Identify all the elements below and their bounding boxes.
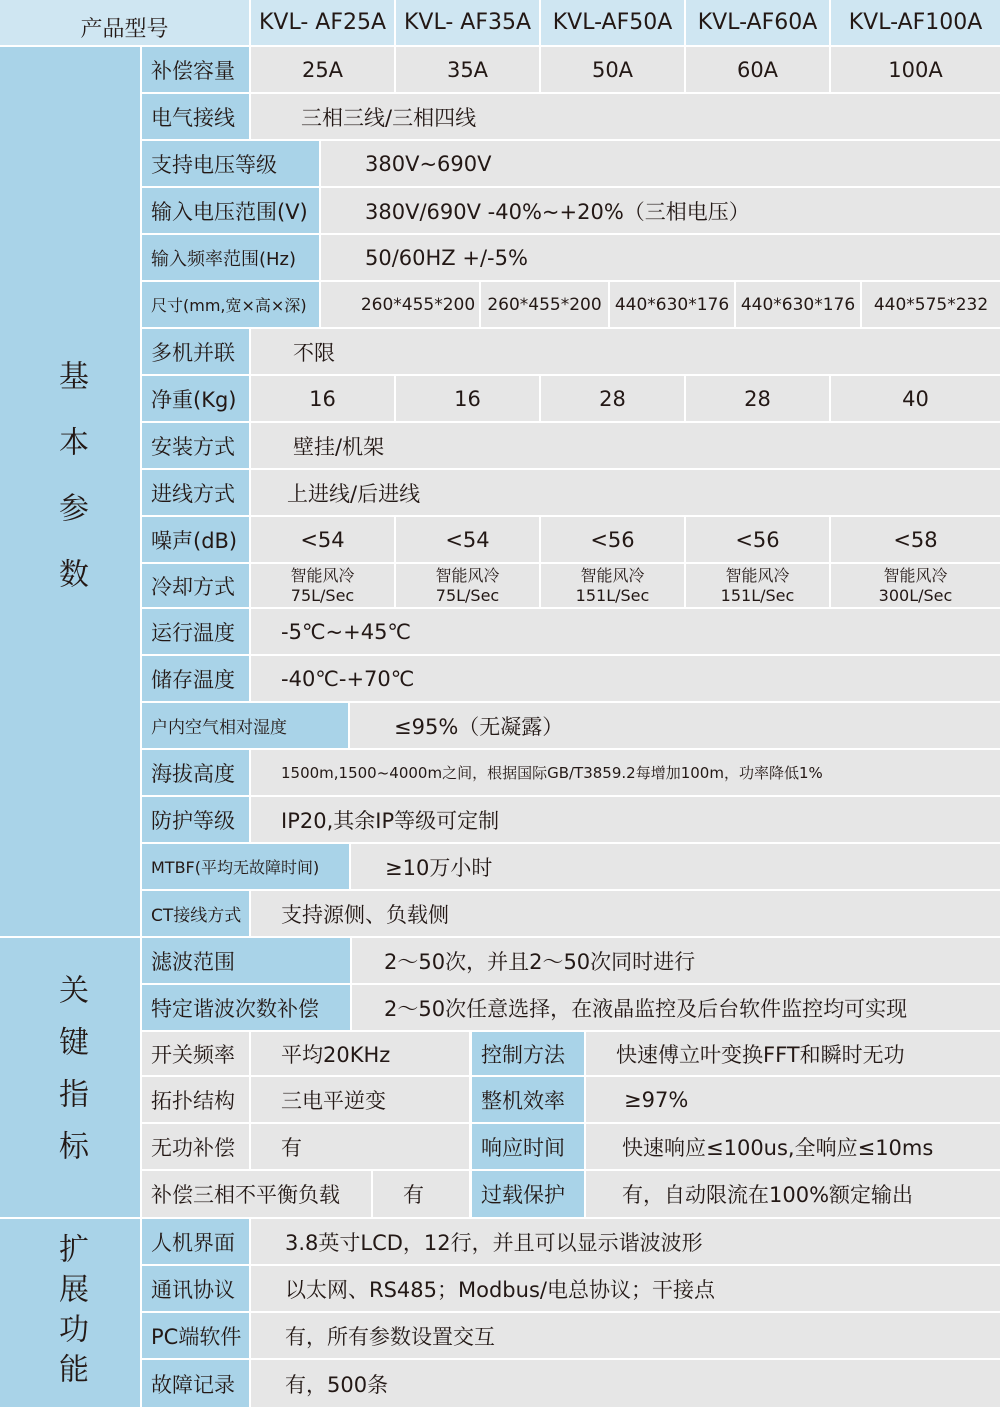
row-label-reactive: 无功补偿 <box>142 1124 249 1169</box>
run-temp-value: -5℃~+45℃ <box>251 609 1000 654</box>
cooling-value <box>251 564 394 607</box>
inlet-value: 上进线/后进线 <box>251 470 1000 515</box>
dimension-value: 260*455*200 <box>481 282 608 327</box>
parallel-value: 不限 <box>251 329 1000 374</box>
protection-value: IP20,其余IP等级可定制 <box>251 797 1000 842</box>
row-label-comm: 通讯协议 <box>142 1266 249 1311</box>
cooling-mode: 智能风冷 <box>883 565 948 585</box>
row-label-parallel: 多机并联 <box>142 329 249 374</box>
row-label-topology: 拓扑结构 <box>142 1077 249 1122</box>
cooling-value <box>541 564 684 607</box>
row-label-dimension: 尺寸(mm,宽×高×深) <box>142 282 319 327</box>
switch-freq-value: 平均20KHz <box>251 1032 469 1075</box>
humidity-value: ≤95%（无凝露） <box>350 703 1000 748</box>
header-product-model: 产品型号 <box>0 0 249 45</box>
category-key-text: 关键指标 <box>53 973 88 1182</box>
header-model: KVL- AF35A <box>396 0 539 45</box>
row-label-weight: 净重(Kg) <box>142 376 249 421</box>
unbalance-value: 有 <box>373 1171 469 1217</box>
weight-value: 28 <box>541 376 684 421</box>
comm-value: 以太网、RS485；Modbus/电总协议；干接点 <box>251 1266 1000 1311</box>
mtbf-value: ≥10万小时 <box>351 844 1000 889</box>
control-value: 快速傅立叶变换FFT和瞬时无功 <box>586 1032 1000 1075</box>
fault-record-value: 有，500条 <box>251 1360 1000 1407</box>
cooling-value <box>831 564 1000 607</box>
capacity-value: 50A <box>541 47 684 92</box>
cooling-flow: 151L/Sec <box>720 585 795 605</box>
weight-value: 16 <box>251 376 394 421</box>
category-basic <box>0 47 140 936</box>
cooling-mode: 智能风冷 <box>290 565 355 585</box>
row-label-specific-harmonic: 特定谐波次数补偿 <box>142 985 350 1030</box>
topology-value: 三电平逆变 <box>251 1077 469 1122</box>
efficiency-value: ≥97% <box>586 1077 1000 1122</box>
dimension-value: 260*455*200 <box>321 282 479 327</box>
reactive-value: 有 <box>251 1124 469 1169</box>
capacity-value: 100A <box>831 47 1000 92</box>
row-label-humidity: 户内空气相对湿度 <box>142 703 348 748</box>
row-label-response: 响应时间 <box>472 1124 584 1169</box>
cooling-flow: 300L/Sec <box>878 585 953 605</box>
response-value: 快速响应≤100us,全响应≤10ms <box>586 1124 1000 1169</box>
filter-range-value: 2～50次，并且2～50次同时进行 <box>352 938 1000 983</box>
row-label-altitude: 海拔高度 <box>142 750 249 795</box>
category-ext <box>0 1219 140 1407</box>
cooling-flow: 151L/Sec <box>575 585 650 605</box>
row-label-run-temp: 运行温度 <box>142 609 249 654</box>
weight-value: 40 <box>831 376 1000 421</box>
overload-value: 有，自动限流在100%额定输出 <box>586 1171 1000 1217</box>
noise-value: <54 <box>396 517 539 562</box>
noise-value: <54 <box>251 517 394 562</box>
dimension-value: 440*630*176 <box>736 282 860 327</box>
install-value: 壁挂/机架 <box>251 423 1000 468</box>
hmi-value: 3.8英寸LCD，12行，并且可以显示谐波波形 <box>251 1219 1000 1264</box>
row-label-ct: CT接线方式 <box>142 891 249 936</box>
pc-software-value: 有，所有参数设置交互 <box>251 1313 1000 1358</box>
specific-harmonic-value: 2～50次任意选择，在液晶监控及后台软件监控均可实现 <box>352 985 1000 1030</box>
noise-value: <56 <box>541 517 684 562</box>
ct-value: 支持源侧、负载侧 <box>251 891 1000 936</box>
altitude-value: 1500m,1500~4000m之间，根据国际GB/T3859.2每增加100m，功率降低1% <box>251 750 1000 795</box>
row-label-hmi: 人机界面 <box>142 1219 249 1264</box>
row-label-overload: 过载保护 <box>472 1171 584 1217</box>
store-temp-value: -40℃-+70℃ <box>251 656 1000 701</box>
wiring-value: 三相三线/三相四线 <box>251 94 1000 139</box>
cooling-value <box>396 564 539 607</box>
capacity-value: 35A <box>396 47 539 92</box>
header-model: KVL-AF100A <box>831 0 1000 45</box>
row-label-protection: 防护等级 <box>142 797 249 842</box>
row-label-cooling: 冷却方式 <box>142 564 249 607</box>
cooling-mode: 智能风冷 <box>725 565 790 585</box>
noise-value: <56 <box>686 517 829 562</box>
row-label-noise: 噪声(dB) <box>142 517 249 562</box>
row-label-wiring: 电气接线 <box>142 94 249 139</box>
row-label-fault-record: 故障记录 <box>142 1360 249 1407</box>
cooling-mode: 智能风冷 <box>435 565 500 585</box>
row-label-unbalance: 补偿三相不平衡负载 <box>142 1171 371 1217</box>
weight-value: 16 <box>396 376 539 421</box>
input-voltage-value: 380V/690V -40%~+20%（三相电压） <box>321 188 1000 233</box>
capacity-value: 60A <box>686 47 829 92</box>
header-model: KVL- AF25A <box>251 0 394 45</box>
cooling-mode: 智能风冷 <box>580 565 645 585</box>
row-label-input-voltage: 输入电压范围(V) <box>142 188 319 233</box>
noise-value: <58 <box>831 517 1000 562</box>
category-key <box>0 938 140 1217</box>
row-label-control: 控制方法 <box>472 1032 584 1075</box>
row-label-inlet: 进线方式 <box>142 470 249 515</box>
category-basic-text: 基本参数 <box>53 359 88 624</box>
row-label-filter-range: 滤波范围 <box>142 938 350 983</box>
row-label-input-freq: 输入频率范围(Hz) <box>142 235 319 280</box>
row-label-voltage-level: 支持电压等级 <box>142 141 319 186</box>
cooling-flow: 75L/Sec <box>435 585 500 605</box>
cooling-value <box>686 564 829 607</box>
row-label-pc-software: PC端软件 <box>142 1313 249 1358</box>
row-label-capacity: 补偿容量 <box>142 47 249 92</box>
row-label-store-temp: 储存温度 <box>142 656 249 701</box>
header-model: KVL-AF50A <box>541 0 684 45</box>
category-ext-text: 扩展功能 <box>53 1233 88 1393</box>
row-label-mtbf: MTBF(平均无故障时间) <box>142 844 349 889</box>
dimension-value: 440*575*232 <box>862 282 1000 327</box>
voltage-level-value: 380V~690V <box>321 141 1000 186</box>
row-label-install: 安装方式 <box>142 423 249 468</box>
weight-value: 28 <box>686 376 829 421</box>
row-label-switch-freq: 开关频率 <box>142 1032 249 1075</box>
header-model: KVL-AF60A <box>686 0 829 45</box>
row-label-efficiency: 整机效率 <box>472 1077 584 1122</box>
input-freq-value: 50/60HZ +/-5% <box>321 235 1000 280</box>
cooling-flow: 75L/Sec <box>290 585 355 605</box>
dimension-value: 440*630*176 <box>610 282 734 327</box>
capacity-value: 25A <box>251 47 394 92</box>
